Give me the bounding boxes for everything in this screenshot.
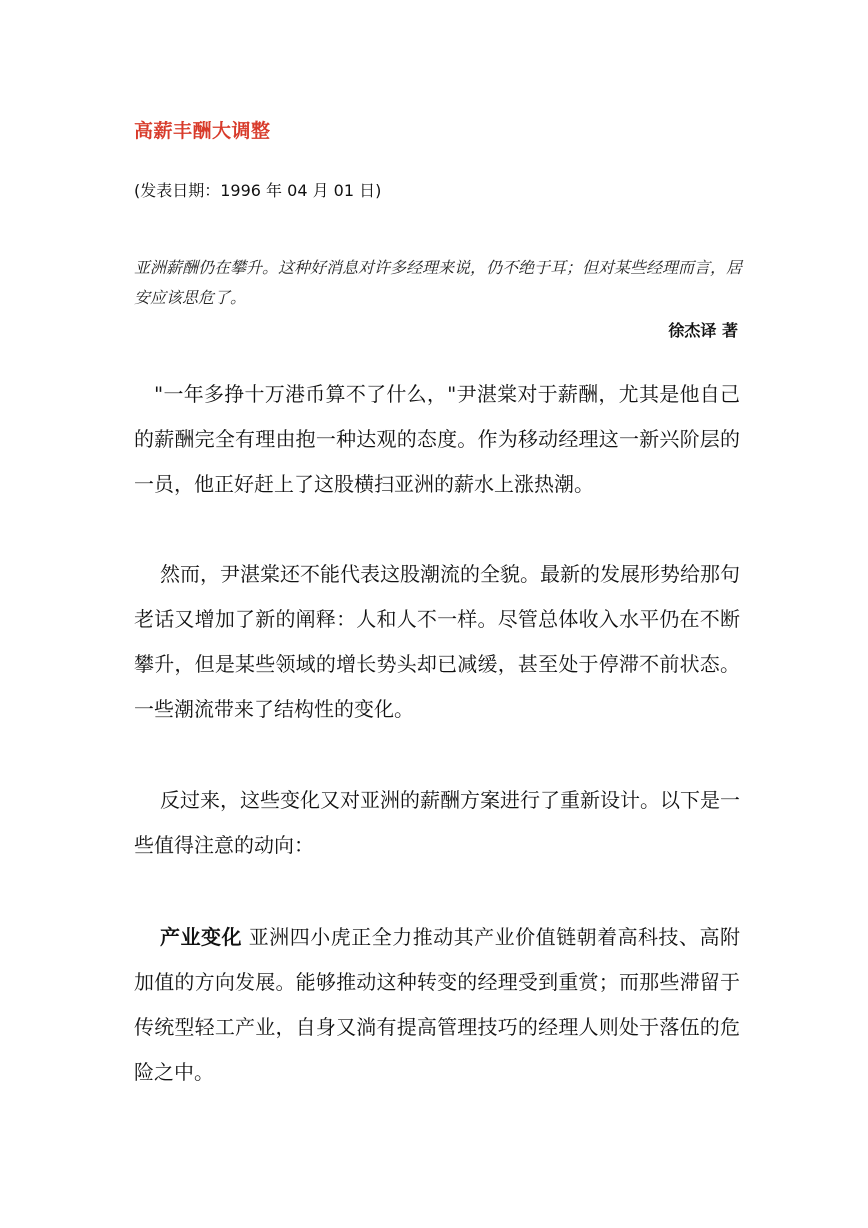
paragraph-text: "一年多挣十万港币算不了什么，"尹湛棠对于薪酬，尤其是他自己的薪酬完全有理由抱一种达观的态度。作为移动经理这一新兴阶层的一员，他正好赶上了这股横扫亚洲的薪水上涨热潮。 bbox=[134, 382, 740, 496]
body-paragraph-1 bbox=[134, 372, 740, 507]
paragraph-text: 亚洲四小虎正全力推动其产业价值链朝着高科技、高附加值的方向发展。能够推动这种转变的经理受到重赏；而那些滞留于传统型轻工产业，自身又淌有提高管理技巧的经理人则处于落伍的危险之中。 bbox=[134, 925, 741, 1084]
publish-date: (发表日期：1996 年 04 月 01 日) bbox=[134, 181, 382, 200]
paragraph-lead-heading: 产业变化 bbox=[160, 925, 242, 949]
body-paragraph-3 bbox=[134, 778, 740, 868]
article-title: 高薪丰酬大调整 bbox=[134, 120, 271, 142]
body-paragraph-4 bbox=[134, 915, 740, 1095]
article-abstract: 亚洲薪酬仍在攀升。这种好消息对许多经理来说，仍不绝于耳；但对某些经理而言，居安应该思危了。 bbox=[134, 258, 743, 307]
body-paragraph-2 bbox=[134, 552, 740, 732]
article-byline: 徐杰译 著 bbox=[668, 321, 738, 340]
paragraph-text: 反过来，这些变化又对亚洲的薪酬方案进行了重新设计。以下是一些值得注意的动向： bbox=[134, 788, 740, 857]
paragraph-text: 然而，尹湛棠还不能代表这股潮流的全貌。最新的发展形势给那句老话又增加了新的阐释：人和人不一样。尽管总体收入水平仍在不断攀升，但是某些领域的增长势头却已减缓，甚至处于停滞不前状态。一些潮流带来了结构性的变化。 bbox=[134, 562, 740, 721]
